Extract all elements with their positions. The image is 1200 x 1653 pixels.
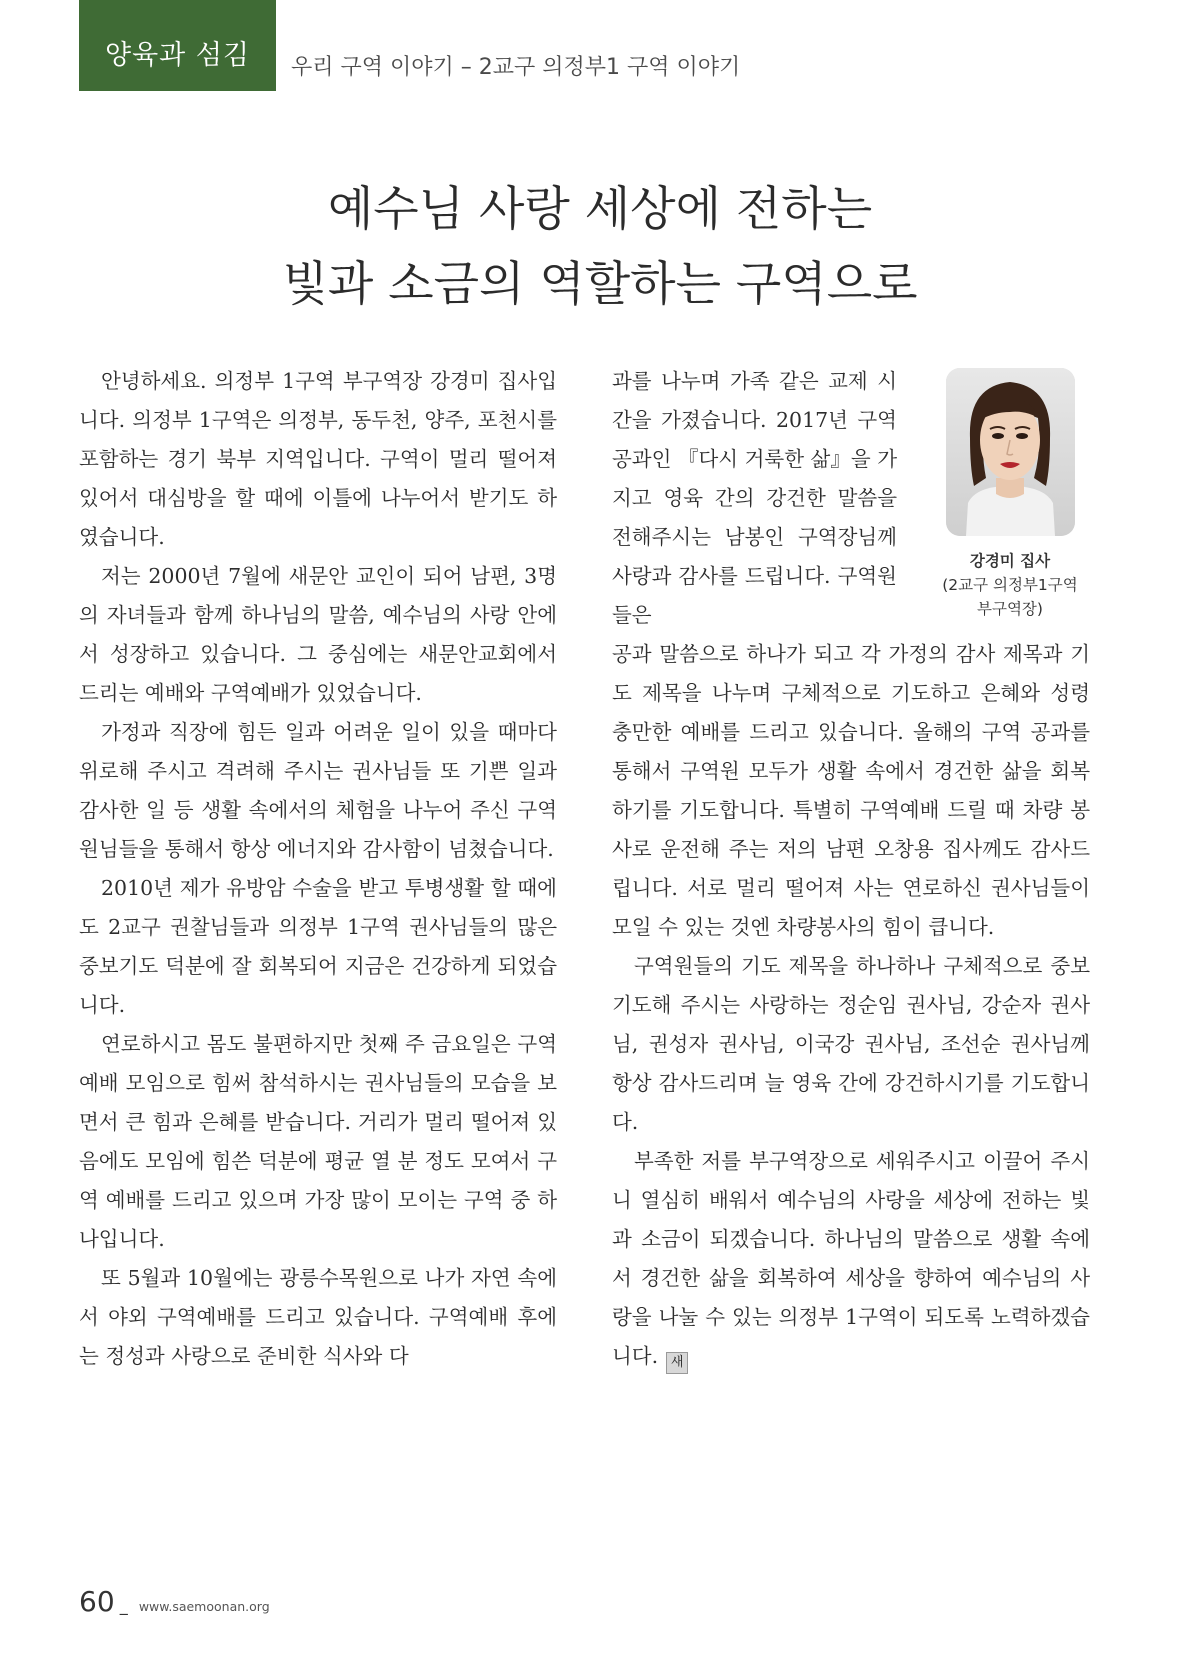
right-column [612, 635, 1090, 1376]
caption-role-line-2: 부구역장) [977, 600, 1043, 618]
section-subtitle: 우리 구역 이야기 – 2교구 의정부1 구역 이야기 [291, 55, 741, 80]
paragraph: 구역원들의 기도 제목을 하나하나 구체적으로 중보 기도해 주시는 사랑하는 정순임 권사님, 강순자 권사님, 권성자 권사님, 이국강 권사님, 조선순 권사님께 항상 감사드리며 늘 영육 간에 강건하시기를 기도합니다. [612, 954, 1090, 1134]
paragraph-text: 부족한 저를 부구역장으로 세워주시고 이끌어 주시니 열심히 배워서 예수님의 사랑을 세상에 전하는 빛과 소금이 되겠습니다. 하나님의 말씀으로 생활 속에서 경건한 삶을 회복하여 세상을 향하여 예수님의 사랑을 나눌 수 있는 의정부 1구역이 되도록 노력하겠습니다. [612, 1149, 1090, 1368]
paragraph: 공과 말씀으로 하나가 되고 각 가정의 감사 제목과 기도 제목을 나누며 구체적으로 기도하고 은혜와 성령 충만한 예배를 드리고 있습니다. 올해의 구역 공과를 통해서 구역원 모두가 생활 속에서 경건한 삶을 회복하기를 기도합니다. 특별히 구역예배 드릴 때 차량 봉사로 운전해 주는 저의 남편 오창용 집사께도 감사드립니다. 서로 멀리 떨어져 사는 연로하신 권사님들이 모일 수 있는 것엔 차량봉사의 힘이 큽니다. [612, 642, 1090, 939]
title-line-1: 예수님 사랑 세상에 전하는 [327, 182, 873, 237]
title-line-2: 빛과 소금의 역할하는 구역으로 [282, 257, 918, 312]
paragraph: 저는 2000년 7월에 새문안 교인이 되어 남편, 3명의 자녀들과 함께 하나님의 말씀, 예수님의 사랑 안에서 성장하고 있습니다. 그 중심에는 새문안교회에서 드리는 예배와 구역예배가 있었습니다. [79, 564, 557, 705]
paragraph-continued: 과를 나누며 가족 같은 교제 시간을 가졌습니다. 2017년 구역 공과인 『다시 거룩한 삶』을 가지고 영육 간의 강건한 말씀을 전해주시는 남봉인 구역장님께 사랑과 감사를 드립니다. 구역원들은 [612, 369, 897, 627]
right-column-top [612, 362, 897, 635]
paragraph: 또 5월과 10월에는 광릉수목원으로 나가 자연 속에서 야외 구역예배를 드리고 있습니다. 구역예배 후에는 정성과 사랑으로 준비한 식사와 다 [79, 1266, 557, 1368]
end-mark-icon: 새 [666, 1352, 688, 1374]
page-footer [79, 1585, 270, 1618]
left-column [79, 362, 557, 1376]
footer-website: www.saemoonan.org [138, 1599, 270, 1614]
section-label: 양육과 섬김 [105, 40, 250, 71]
paragraph: 안녕하세요. 의정부 1구역 부구역장 강경미 집사입니다. 의정부 1구역은 의정부, 동두천, 양주, 포천시를 포함하는 경기 북부 지역입니다. 구역이 멀리 떨어져 있어서 대심방을 할 때에 이틀에 나누어서 받기도 하였습니다. [79, 369, 557, 549]
footer-separator: _ [119, 1596, 128, 1615]
portrait-image [946, 368, 1075, 536]
page-number: 60 [79, 1585, 115, 1618]
section-tab [79, 0, 276, 91]
caption-role-line-1: (2교구 의정부1구역 [942, 576, 1078, 594]
paragraph [612, 1142, 1090, 1376]
paragraph: 2010년 제가 유방암 수술을 받고 투병생활 할 때에도 2교구 권찰님들과 의정부 1구역 권사님들의 많은 중보기도 덕분에 잘 회복되어 지금은 건강하게 되었습니다. [79, 876, 557, 1017]
paragraph: 가정과 직장에 힘든 일과 어려운 일이 있을 때마다 위로해 주시고 격려해 주시는 권사님들 또 기쁜 일과 감사한 일 등 생활 속에서의 체험을 나누어 주신 구역원님들을 통해서 항상 에너지와 감사함이 넘쳤습니다. [79, 720, 557, 861]
paragraph: 연로하시고 몸도 불편하지만 첫째 주 금요일은 구역예배 모임으로 힘써 참석하시는 권사님들의 모습을 보면서 큰 힘과 은혜를 받습니다. 거리가 멀리 떨어져 있음에도 모임에 힘쓴 덕분에 평균 열 분 정도 모여서 구역 예배를 드리고 있으며 가장 많이 모이는 구역 중 하나입니다. [79, 1032, 557, 1251]
photo-caption [905, 549, 1115, 621]
caption-name: 강경미 집사 [969, 552, 1051, 570]
author-photo [946, 368, 1075, 536]
article-title [80, 172, 1120, 322]
